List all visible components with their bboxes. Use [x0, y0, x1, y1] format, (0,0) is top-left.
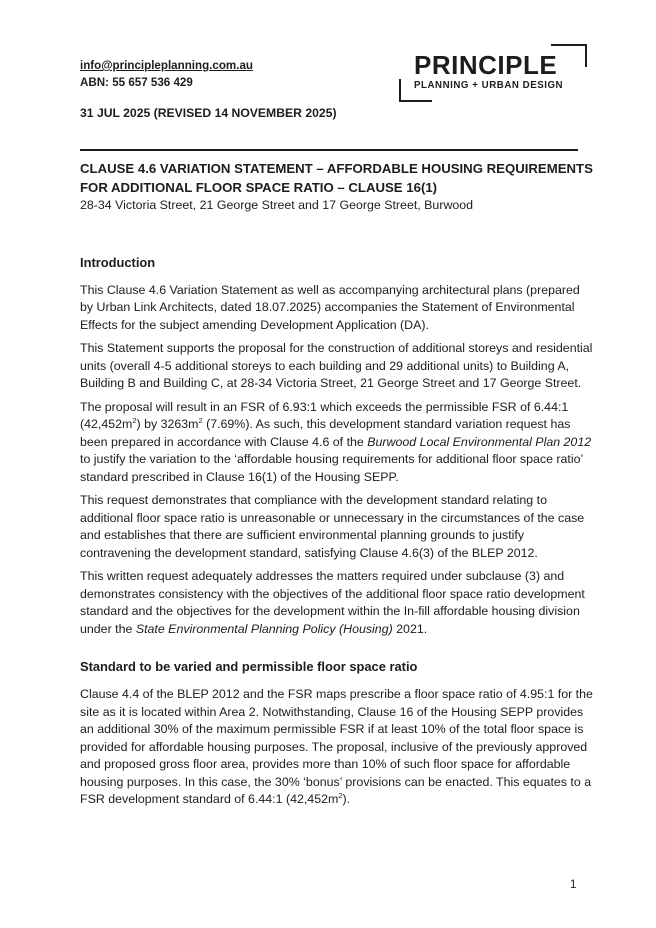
paragraph: Clause 4.4 of the BLEP 2012 and the FSR maps prescribe a floor space ratio of 4.95:1 for the site as it is located within Area 2. Notwithstanding, Clause 16 of the Housing SEPP provides an additional 30% of the maximum permissible FSR if at least 10% of the total floor space is provided for affordable housing purposes. The proposal, inclusive of the previously approved and proposed gross floor area, provides more than 10% of such floor space for affordable housing purposes. In this case, the 30% ‘bonus’ provisions can be enacted. This equates to a FSR development standard of 6.44:1 $(42,452m^2)$.	[80, 687, 593, 806]
document-date: 31 JUL 2025 (REVISED 14 NOVEMBER 2025)	[80, 105, 337, 120]
document-header	[80, 50, 594, 121]
section-standard-heading: Standard to be varied and permissible floor space ratio	[80, 659, 418, 674]
paragraph: This Statement supports the proposal for the construction of additional storeys and residential units (overall 4-5 additional storeys to each building and 29 additional units) to Building A, Building B and Building C, at 28-34 Victoria Street, 21 George Street and 17 George Street.	[80, 341, 593, 390]
section-introduction	[80, 255, 594, 639]
abn-text: ABN: 55 657 536 429	[80, 75, 193, 89]
paragraph: This request demonstrates that compliance with the development standard relating to additional floor space ratio is unreasonable or unnecessary in the circumstances of the case and establishes that there are sufficient environmental planning grounds to justify contravening the development standard, satisfying Clause 4.6(3) of the BLEP 2012.	[80, 493, 585, 560]
logo-tagline: PLANNING + URBAN DESIGN	[414, 80, 564, 91]
logo-text	[414, 52, 563, 92]
paragraph: This Clause 4.6 Variation Statement as well as accompanying architectural plans (prepared by Urban Link Architects, dated 18.07.2025) accompanies the Statement of Environmental Effects for the subject amending Development Application (DA).	[80, 282, 580, 332]
section-standard-to-be-varied	[80, 659, 594, 809]
title-divider-rule	[80, 149, 578, 151]
company-logo	[399, 44, 587, 102]
paragraph: This written request adequately addresses the matters required under subclause (3) and demonstrates consistency with the objectives of the additional floor space ratio development standard and the objectives for the development within the In-fill affordable housing division under the State Environmental Planning Policy (Housing) 2021.	[80, 569, 585, 636]
document-subtitle: 28-34 Victoria Street, 21 George Street and 17 George Street, Burwood	[80, 197, 474, 212]
document-title: CLAUSE 4.6 VARIATION STATEMENT – AFFORDABLE HOUSING REQUIREMENTS FOR ADDITIONAL FLOOR SPACE RATIO – CLAUSE 16(1)	[80, 160, 593, 195]
section-introduction-heading: Introduction	[80, 254, 156, 270]
logo-wordmark: PRINCIPLE	[414, 50, 558, 80]
paragraph: The proposal will result in an FSR of 6.93:1 which exceeds the permissible FSR of 6.44:1 $(42,452m^2)$ by $3263m^2$ (7.69%). As such, this development standard variation request has been prepared in accordance with Clause 4.6 of the Burwood Local Environmental Plan 2012 to justify the variation to the ‘affordable housing requirements for additional floor space ratio’ standard prescribed in Clause 16(1) of the Housing SEPP.	[80, 399, 592, 484]
email-link[interactable]: info@principleplanning.com.au	[80, 59, 253, 72]
page-number: 1	[570, 879, 577, 891]
